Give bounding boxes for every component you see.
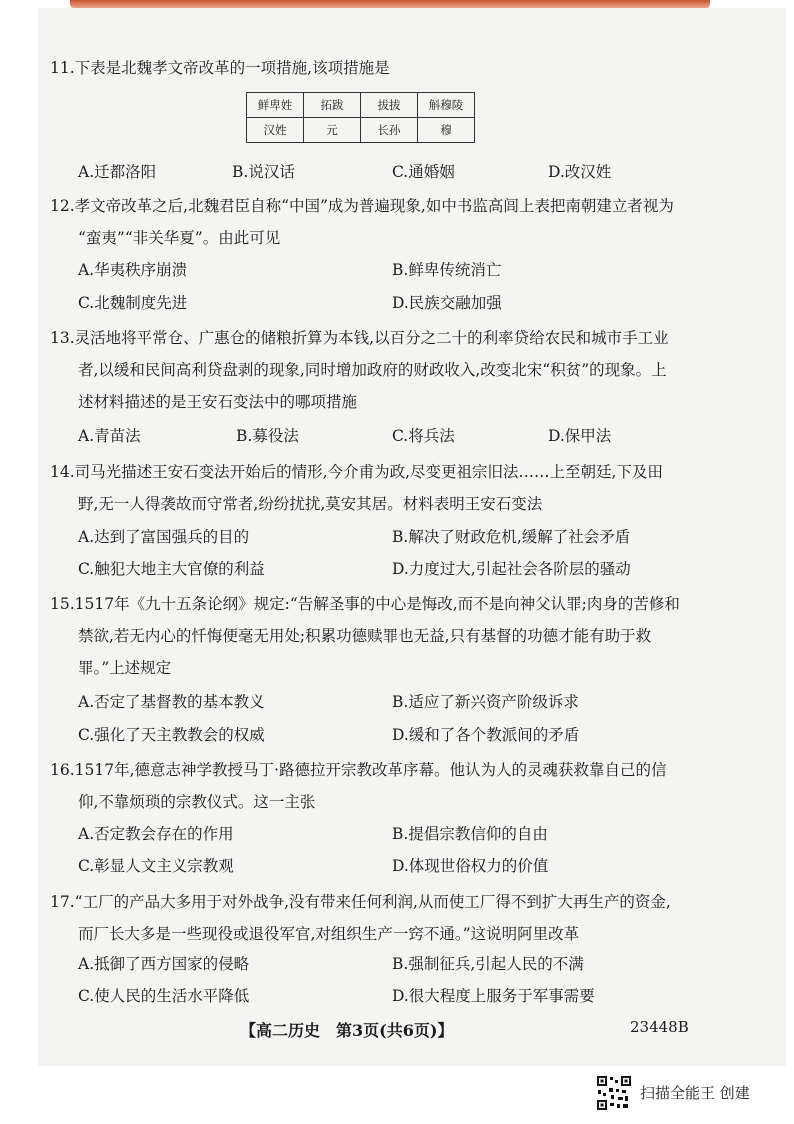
question-13-line: 述材料描述的是王安石变法中的哪项措施 xyxy=(78,393,358,411)
question-13 xyxy=(50,322,750,418)
option-c[interactable]: C.使人民的生活水平降低 xyxy=(78,987,250,1005)
option-d[interactable]: D.民族交融加强 xyxy=(392,294,502,312)
question-15-line: 15.1517年《九十五条论纲》规定:“告解圣事的中心是悔改,而不是向神父认罪;肉身的苦修和 xyxy=(50,595,680,613)
table-row xyxy=(247,93,475,118)
option-d[interactable]: D.保甲法 xyxy=(548,427,612,445)
option-d[interactable]: D.改汉姓 xyxy=(548,163,612,181)
table-cell: 拓跋 xyxy=(304,93,361,118)
option-a[interactable]: A.达到了富国强兵的目的 xyxy=(78,528,250,546)
option-a[interactable]: A.迁都洛阳 xyxy=(78,163,157,181)
option-d[interactable]: D.力度过大,引起社会各阶层的骚动 xyxy=(392,560,631,578)
option-a[interactable]: A.否定了基督教的基本教义 xyxy=(78,693,265,711)
table-cell: 汉姓 xyxy=(247,118,304,143)
question-11-table xyxy=(246,92,475,143)
scanner-watermark: 扫描全能王 创建 xyxy=(640,1084,750,1102)
question-13-line: 13.灵活地将平常仓、广惠仓的储粮折算为本钱,以百分之二十的利率贷给农民和城市手工业 xyxy=(50,329,669,347)
table-cell: 鲜卑姓 xyxy=(247,93,304,118)
question-12-line: 12.孝文帝改革之后,北魏君臣自称“中国”成为普遍现象,如中书监高闾上表把南朝建立者视为 xyxy=(50,197,674,215)
option-b[interactable]: B.提倡宗教信仰的自由 xyxy=(392,825,548,843)
question-11 xyxy=(50,52,750,84)
option-a[interactable]: A.青苗法 xyxy=(78,427,141,445)
paper-top-edge xyxy=(70,0,710,8)
option-a[interactable]: A.否定教会存在的作用 xyxy=(78,825,234,843)
question-16-line: 16.1517年,德意志神学教授马丁·路德拉开宗教改革序幕。他认为人的灵魂获救靠自己的信 xyxy=(50,761,667,779)
option-b[interactable]: B.说汉话 xyxy=(232,163,295,181)
option-c[interactable]: C.北魏制度先进 xyxy=(78,294,188,312)
table-cell: 元 xyxy=(304,118,361,143)
option-c[interactable]: C.强化了天主教教会的权威 xyxy=(78,726,265,744)
question-16 xyxy=(50,754,750,818)
paper-code: 23448B xyxy=(630,1018,689,1036)
question-14 xyxy=(50,456,750,520)
option-b[interactable]: B.强制征兵,引起人民的不满 xyxy=(392,955,584,973)
question-12 xyxy=(50,190,750,254)
question-16-line: 仰,不靠烦琐的宗教仪式。这一主张 xyxy=(78,793,316,811)
option-c[interactable]: C.将兵法 xyxy=(392,427,455,445)
table-cell: 斛穆陵 xyxy=(418,93,475,118)
question-17-line: 而厂长大多是一些现役或退役军官,对组织生产一窍不通。”这说明阿里改革 xyxy=(78,925,580,943)
question-15-line: 禁欲,若无内心的忏悔便毫无用处;积累功德赎罪也无益,只有基督的功德才能有助于救 xyxy=(78,627,652,645)
table-cell: 拔拔 xyxy=(361,93,418,118)
qr-code-icon xyxy=(596,1075,632,1111)
option-c[interactable]: C.彰显人文主义宗教观 xyxy=(78,857,234,875)
option-b[interactable]: B.鲜卑传统消亡 xyxy=(392,261,502,279)
table-cell: 长孙 xyxy=(361,118,418,143)
option-b[interactable]: B.适应了新兴资产阶级诉求 xyxy=(392,693,579,711)
option-a[interactable]: A.华夷秩序崩溃 xyxy=(78,261,188,279)
option-c[interactable]: C.触犯大地主大官僚的利益 xyxy=(78,560,265,578)
page-footer: 【高二历史 第3页(共6页)】 xyxy=(240,1021,454,1040)
question-11-stem: 11.下表是北魏孝文帝改革的一项措施,该项措施是 xyxy=(50,59,390,77)
table-cell: 穆 xyxy=(418,118,475,143)
option-b[interactable]: B.募役法 xyxy=(236,427,299,445)
option-a[interactable]: A.抵御了西方国家的侵略 xyxy=(78,955,250,973)
option-d[interactable]: D.缓和了各个教派间的矛盾 xyxy=(392,726,580,744)
question-15 xyxy=(50,588,750,684)
option-d[interactable]: D.体现世俗权力的价值 xyxy=(392,857,549,875)
question-12-line: “蛮夷”“非关华夏”。由此可见 xyxy=(78,229,281,247)
question-17 xyxy=(50,886,750,950)
option-c[interactable]: C.通婚姻 xyxy=(392,163,455,181)
question-14-line: 14.司马光描述王安石变法开始后的情形,今介甫为政,尽变更祖宗旧法……上至朝廷,下及田 xyxy=(50,463,663,481)
table-row xyxy=(247,118,475,143)
option-d[interactable]: D.很大程度上服务于军事需要 xyxy=(392,987,595,1005)
question-13-line: 者,以缓和民间高利贷盘剥的现象,同时增加政府的财政收入,改变北宋“积贫”的现象。上 xyxy=(78,361,667,379)
question-15-line: 罪。”上述规定 xyxy=(78,659,172,677)
question-14-line: 野,无一人得袭故而守常者,纷纷扰扰,莫安其居。材料表明王安石变法 xyxy=(78,495,543,513)
question-17-line: 17.“工厂的产品大多用于对外战争,没有带来任何利润,从而使工厂得不到扩大再生产的资金, xyxy=(50,893,671,911)
option-b[interactable]: B.解决了财政危机,缓解了社会矛盾 xyxy=(392,528,631,546)
